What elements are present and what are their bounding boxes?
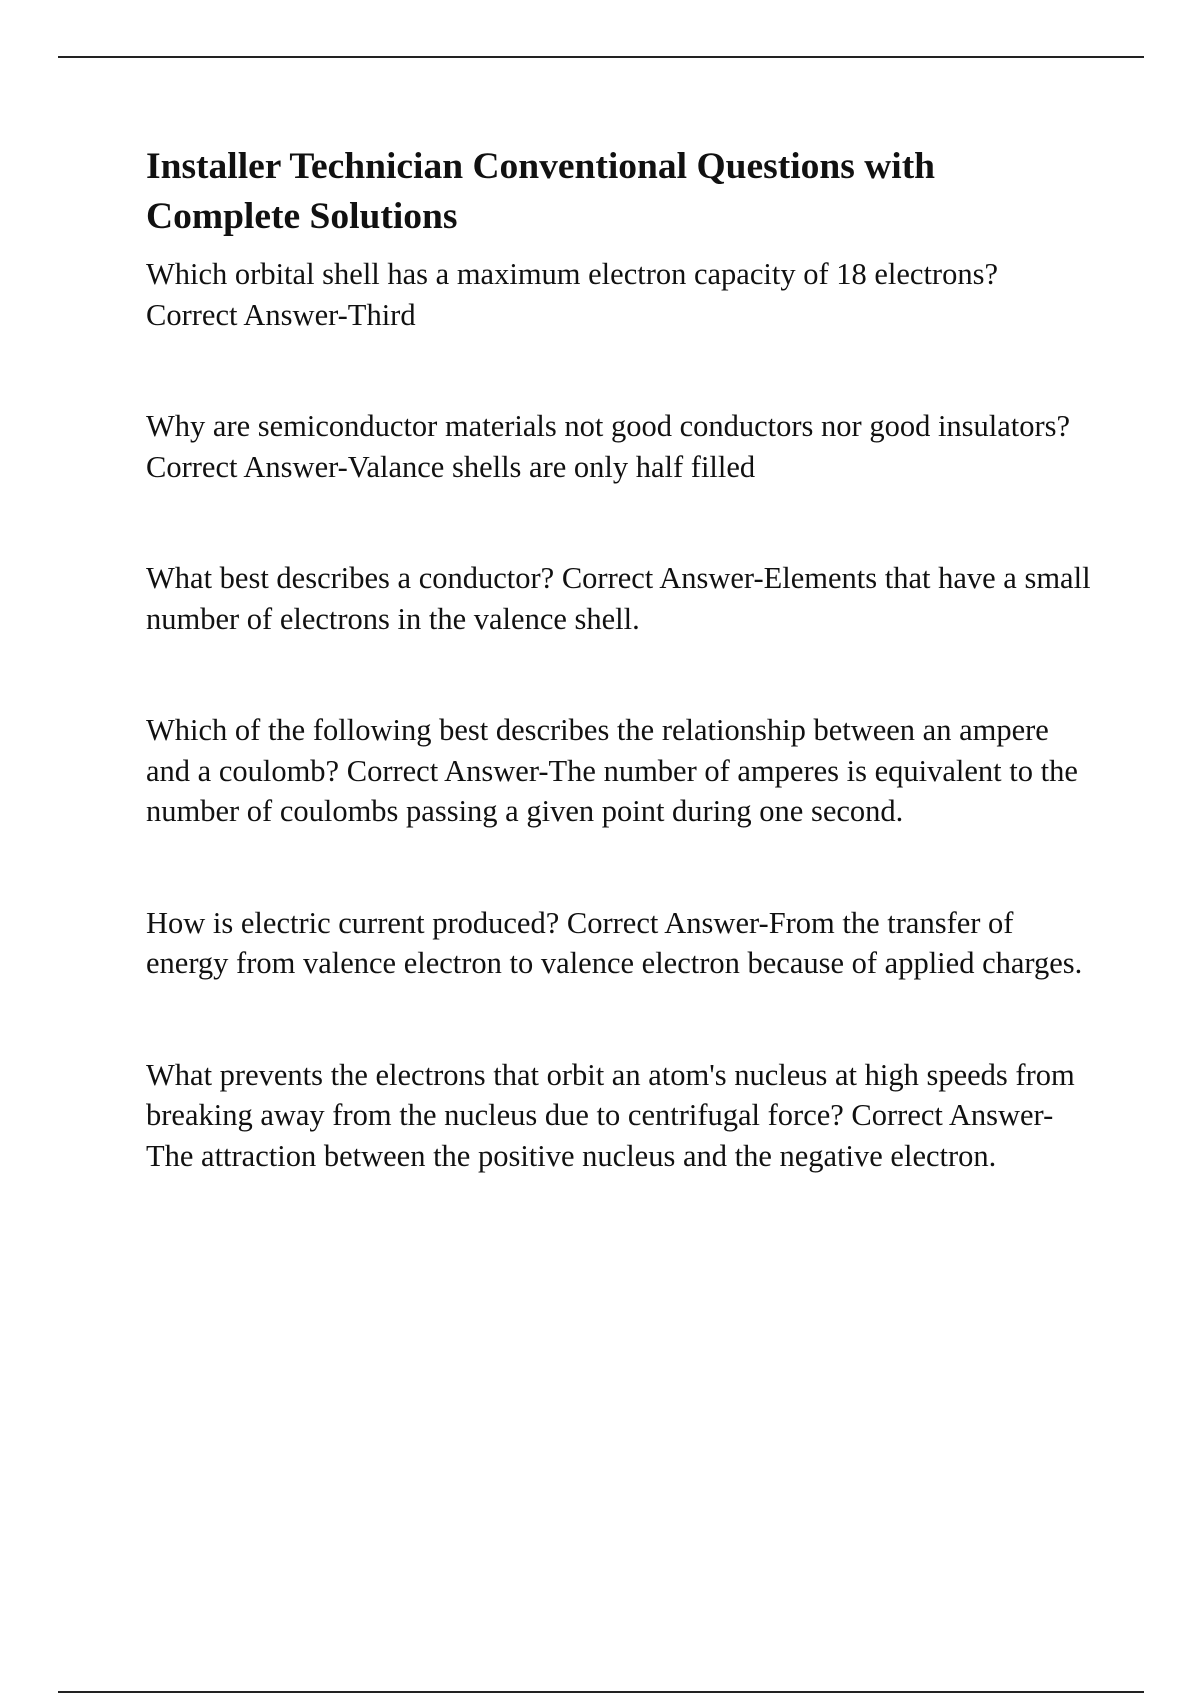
header-rule [58, 56, 1144, 58]
question-list [146, 254, 1091, 1176]
document-body [146, 142, 1091, 1247]
document-title: Installer Technician Conventional Questions with Complete Solutions [146, 146, 936, 237]
question-item: What prevents the electrons that orbit an atom's nucleus at high speeds from breaking away from the nucleus due to centrifugal force? Correct Answer-The attraction between the positive nucleus and the negative electron. [146, 1057, 1075, 1173]
question-item: Why are semiconductor materials not good conductors nor good insulators? Correct Answer-Valance shells are only half filled [146, 409, 1071, 484]
question-item: Which orbital shell has a maximum electron capacity of 18 electrons? Correct Answer-Third [146, 257, 998, 332]
question-item: Which of the following best describes the relationship between an ampere and a coulomb? Correct Answer-The number of amperes is equivalent to the number of coulombs passing a given point during one second. [146, 713, 1078, 828]
footer-rule [58, 1691, 1144, 1693]
question-item: How is electric current produced? Correct Answer-From the transfer of energy from valence electron to valence electron because of applied charges. [146, 905, 1083, 980]
question-item: What best describes a conductor? Correct Answer-Elements that have a small number of electrons in the valence shell. [146, 561, 1091, 636]
